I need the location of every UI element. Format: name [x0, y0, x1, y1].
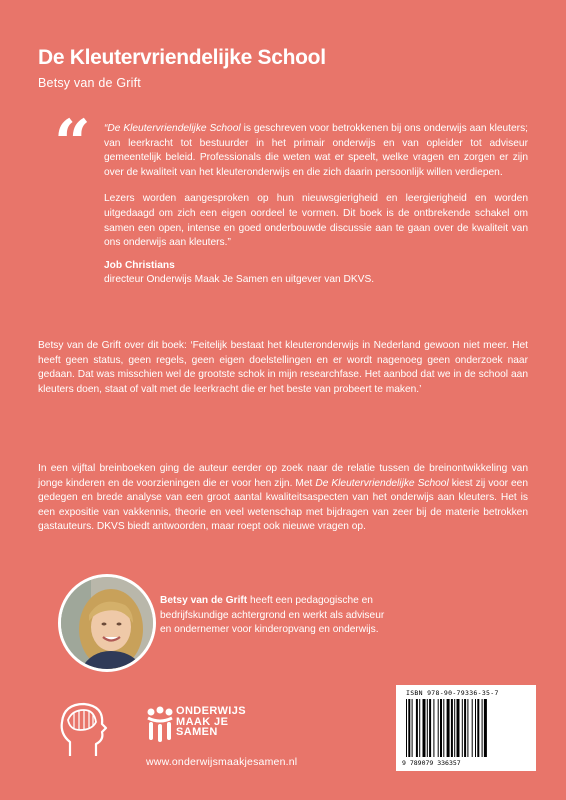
quote-mark-icon: “ [54, 106, 91, 181]
endorsement-quote [104, 122, 528, 300]
author-statement: Betsy van de Grift over dit boek: ‘Feitelijk bestaat het kleuteronderwijs in Nederland gewoon niet meer. Het heeft geen status, geen regels, geen eigen doelstellingen en er wordt nagenoeg geen onderzoek naar gedaan. Dat was misschien wel de grootste schok in mijn researchfase. Het aanbod dat we in de school aan kleuters doen, staat of valt met de leerkracht die er het beste van probeert te maken.’ [38, 340, 528, 395]
barcode-icon [406, 699, 526, 757]
quote-author-name: Job Christians [104, 259, 175, 271]
quote-paragraph-2: Lezers worden aangesproken op hun nieuwsgierigheid en leergierigheid en worden uitgedaagd om zich een eigen oordeel te vormen. Dit boek is de ontbrekende schakel om samen een open, intense en goed onderbouwde discussie aan te gaan over de kwaliteit van ons onderwijs aan kleuters.” [104, 193, 528, 249]
book-title: De Kleutervriendelijke School [38, 46, 326, 69]
isbn-barcode [396, 685, 536, 771]
quote-paragraph-1: “De Kleutervriendelijke School is geschreven voor betrokkenen bij ons onderwijs aan kleuters; van leerkracht tot bestuurder in het primair onderwijs en van opleider tot adviseur gemeentelijk beleid. Professionals die weten wat er speelt, welke vragen en zorgen er zijn over de kwaliteit van het kleuteronderwijs en die zich daarin persoonlijk willen verdiepen. [104, 123, 529, 178]
barcode-digits: 9 789079 336357 [402, 759, 461, 767]
quote-author-role: directeur Onderwijs Maak Je Samen en uitgever van DKVS. [104, 274, 375, 286]
quote-book-title: “De Kleutervriendelijke School [104, 123, 241, 134]
bio-author-name: Betsy van de Grift [160, 595, 248, 606]
isbn-label: ISBN 978-90-79336-35-7 [406, 689, 499, 697]
publisher-url[interactable]: www.onderwijsmaakjesamen.nl [146, 756, 298, 768]
people-logo-icon [146, 706, 174, 742]
publisher-logo-text: ONDERWIJS MAAK JE SAMEN [176, 705, 247, 738]
author-photo [58, 574, 156, 672]
author-name: Betsy van de Grift [38, 76, 141, 90]
book-description: In een vijftal breinboeken ging de auteur eerder op zoek naar de relatie tussen de breinontwikkeling van jonge kinderen en de voorzieningen die er voor hen zijn. Met De Kleutervriendelijke School kiest zij voor een gedegen en brede analyse van een groot aantal kwaliteitsaspecten van het onderwijs aan kleuters. Het is een expositie van vakkennis, theorie en veel wetenschap met bijdragen van zeer bij de materie betrokken gastauteurs. DKVS biedt antwoorden, maar roept ook nieuwe vragen op. [38, 463, 528, 533]
author-bio: Betsy van de Grift heeft een pedagogische en bedrijfskundige achtergrond en werkt als adviseur en ondernemer voor kinderopvang en onderwijs. [160, 595, 385, 636]
brain-head-icon [56, 700, 108, 760]
